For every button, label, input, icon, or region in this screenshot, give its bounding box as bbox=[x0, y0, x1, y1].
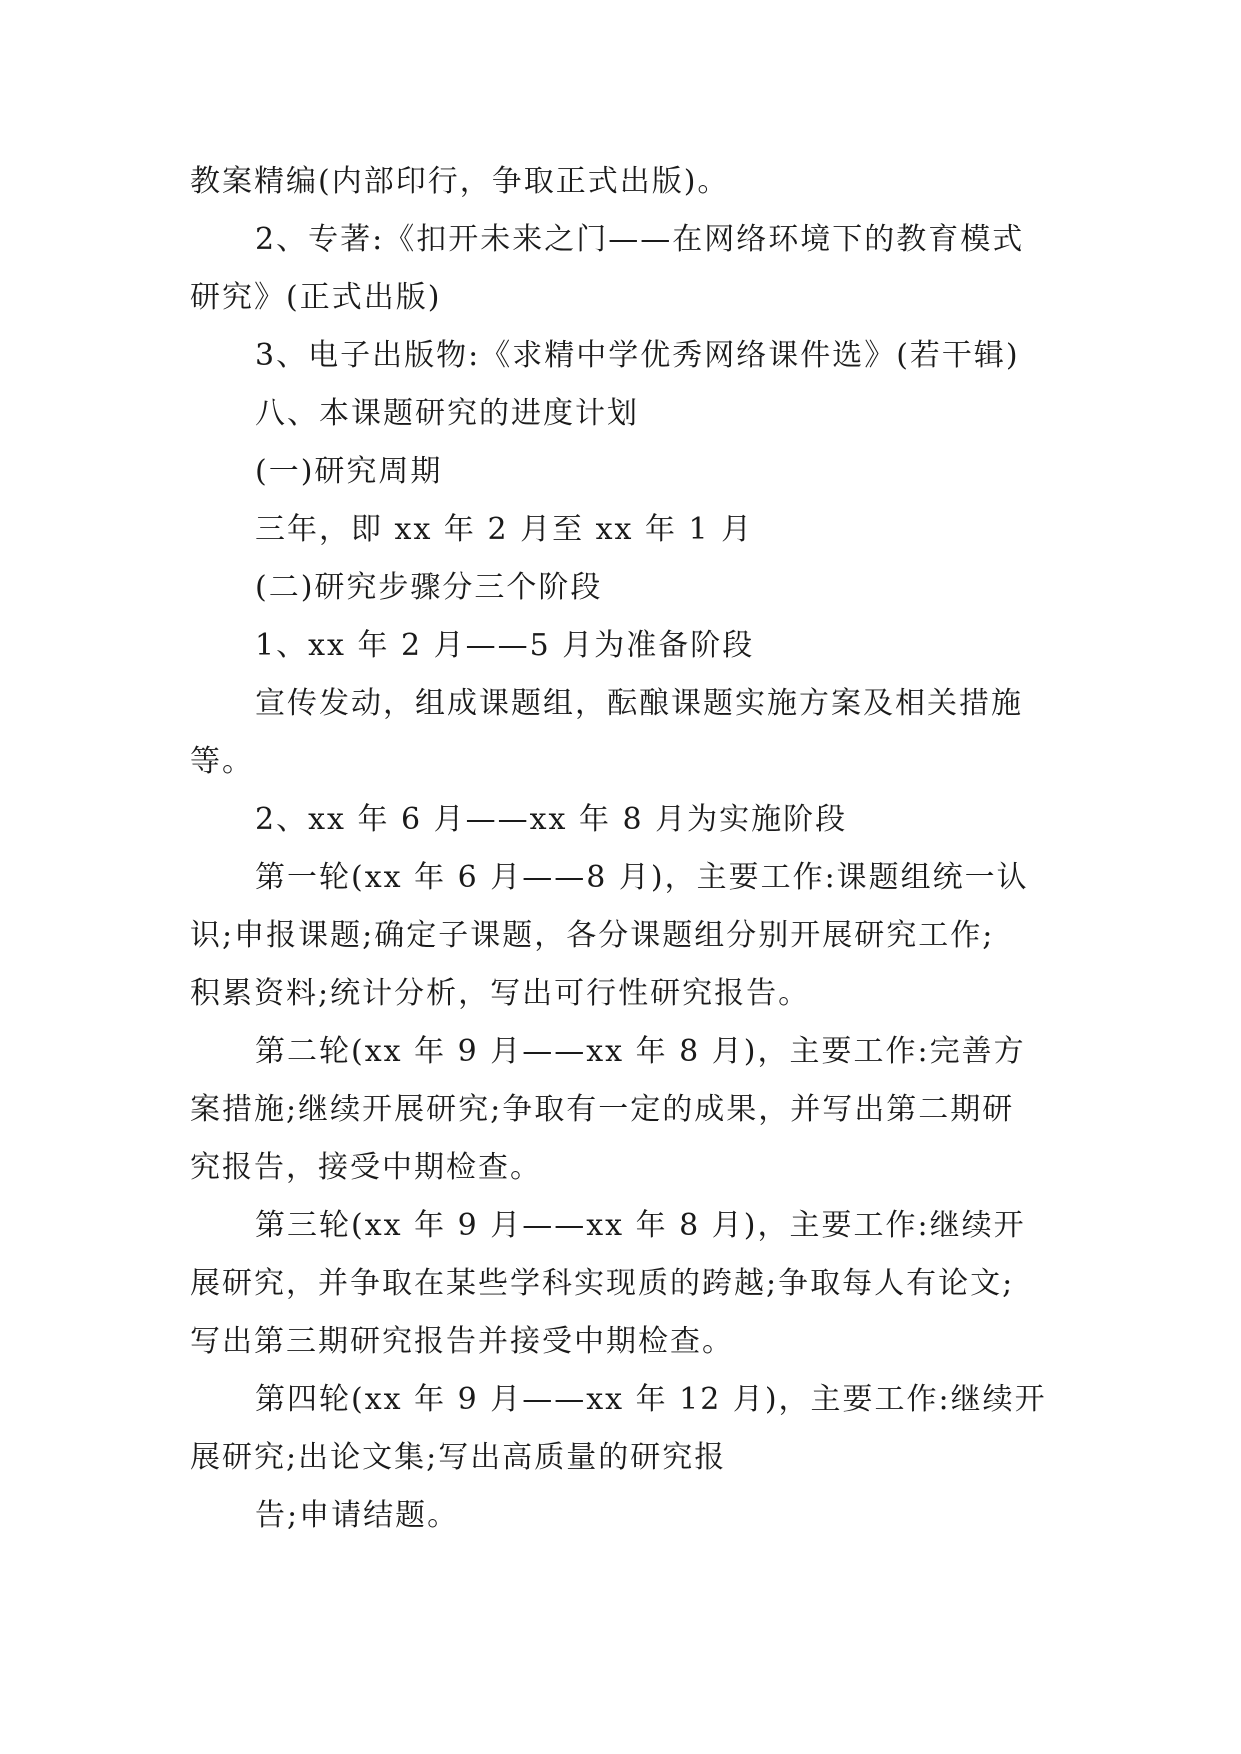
text-line: 案措施;继续开展研究;争取有一定的成果，并写出第二期研 bbox=[190, 1092, 1015, 1127]
text-line: 三年，即 xx 年 2 月至 xx 年 1 月 bbox=[255, 512, 754, 547]
text-line: 1、xx 年 2 月——5 月为准备阶段 bbox=[255, 628, 755, 663]
text-line: 展研究，并争取在某些学科实现质的跨越;争取每人有论文; bbox=[190, 1266, 1015, 1301]
text-line: 第一轮(xx 年 6 月——8 月)，主要工作:课题组统一认 bbox=[255, 860, 1029, 895]
text-line: 研究》(正式出版) bbox=[190, 280, 442, 315]
text-line: 2、专著:《扣开未来之门——在网络环境下的教育模式 bbox=[255, 222, 1025, 257]
text-line: 第四轮(xx 年 9 月——xx 年 12 月)，主要工作:继续开 bbox=[255, 1382, 1047, 1417]
subsection-heading: (二)研究步骤分三个阶段 bbox=[255, 570, 603, 605]
document-body bbox=[190, 153, 1045, 1545]
text-line: 展研究;出论文集;写出高质量的研究报 bbox=[190, 1440, 727, 1475]
text-line: 积累资料;统计分析，写出可行性研究报告。 bbox=[190, 976, 811, 1011]
text-line: 宣传发动，组成课题组，酝酿课题实施方案及相关措施 bbox=[255, 686, 1023, 721]
subsection-heading: (一)研究周期 bbox=[255, 454, 443, 489]
text-line: 写出第三期研究报告并接受中期检查。 bbox=[190, 1324, 734, 1359]
section-heading: 八、本课题研究的进度计划 bbox=[255, 396, 639, 431]
text-line: 3、电子出版物:《求精中学优秀网络课件选》(若干辑) bbox=[255, 338, 1020, 373]
text-line: 2、xx 年 6 月——xx 年 8 月为实施阶段 bbox=[255, 802, 848, 837]
text-line: 究报告，接受中期检查。 bbox=[190, 1150, 542, 1185]
text-line: 告;申请结题。 bbox=[255, 1498, 460, 1533]
text-line: 等。 bbox=[190, 744, 254, 779]
text-line: 第二轮(xx 年 9 月——xx 年 8 月)，主要工作:完善方 bbox=[255, 1034, 1026, 1069]
text-line: 教案精编(内部印行，争取正式出版)。 bbox=[190, 164, 730, 199]
text-line: 识;申报课题;确定子课题，各分课题组分别开展研究工作; bbox=[190, 918, 995, 953]
text-line: 第三轮(xx 年 9 月——xx 年 8 月)，主要工作:继续开 bbox=[255, 1208, 1026, 1243]
